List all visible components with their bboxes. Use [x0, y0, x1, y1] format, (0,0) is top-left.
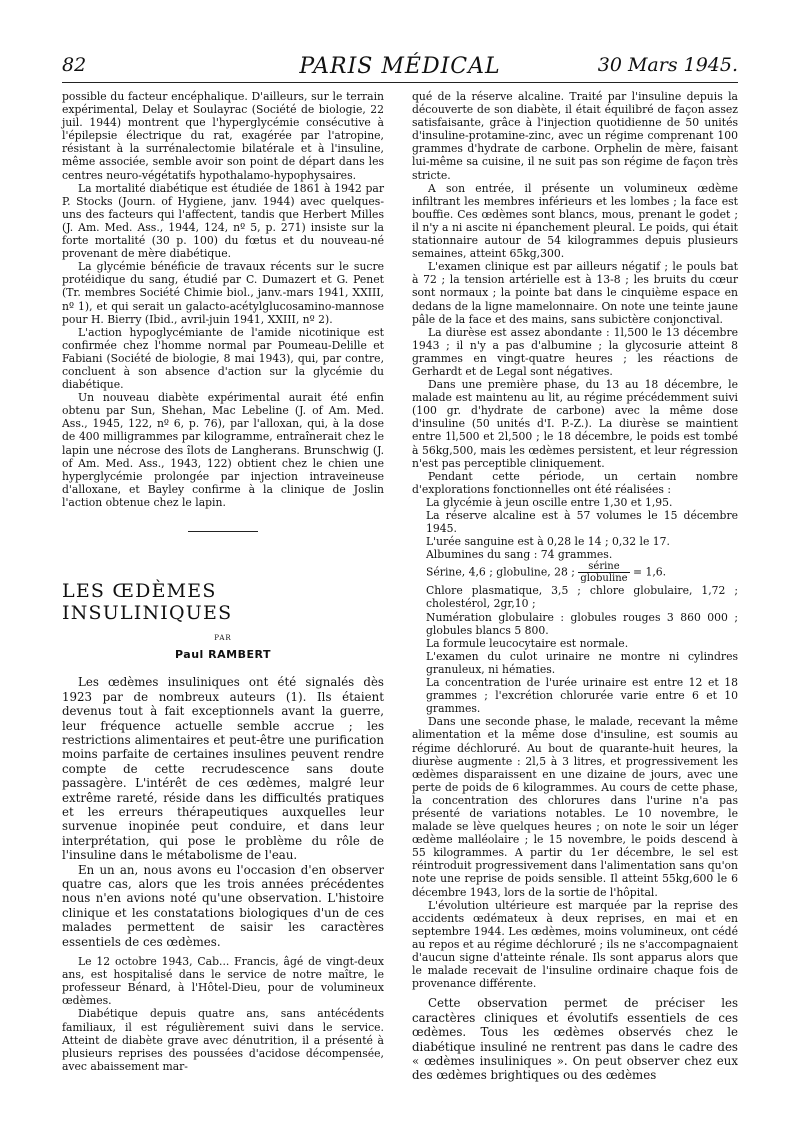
list-item: L'urée sanguine est à 0,28 le 14 ; 0,32 le 17. [426, 535, 670, 549]
paragraph: possible du facteur encéphalique. D'ailleurs, sur le terrain expérimental, Delay et Soulayrac (Société de biologie, 22 juil. 1944) montrent que l'hyperglycémie consécutive à l'épilepsie électrique du rat, exagérée par l'atropine, résistant à la surrénalectomie bilatérale et à l'insuline, même associée, semble avoir son point de départ dans les centres neuro-végétatifs hypothalamo-hypophysaires. [62, 90, 384, 182]
article-title: LES ŒDÈMES INSULINIQUES [62, 580, 233, 625]
page-header [62, 48, 738, 83]
paragraph: L'action hypoglycémiante de l'amide nicotinique est confirmée chez l'homme normal par Poumeau-Delille et Fabiani (Société de biologie, 8 mai 1943), qui, par contre, concluent à son absence d'action sur la glycémie du diabétique. [62, 325, 384, 392]
page-number: 82 [62, 54, 87, 76]
list-item: Chlore plasmatique, 3,5 ; chlore globulaire, 1,72 ; cholestérol, 2gr,10 ; [426, 584, 738, 611]
paragraph: Le 12 octobre 1943, Cab... Francis, âgé de vingt-deux ans, est hospitalisé dans le service de notre maître, le professeur Bénard, à l'Hôtel-Dieu, pour de volumineux œdèmes. [62, 955, 384, 1008]
ratio-line [412, 561, 738, 584]
list-item: La glycémie à jeun oscille entre 1,30 et 1,95. [426, 495, 673, 509]
paragraph: Pendant cette période, un certain nombre d'explorations fonctionnelles ont été réalisées : [412, 469, 738, 496]
issue-date: 30 Mars 1945. [597, 54, 738, 76]
fraction-numerator: sérine [578, 561, 629, 573]
list-item: L'examen du culot urinaire ne montre ni cylindres granuleux, ni hématies. [426, 649, 738, 676]
paragraph: Dans une première phase, du 13 au 18 décembre, le malade est maintenu au lit, au régime précédemment suivi (100 gr. d'hydrate de carbone) avec la même dose d'insuline (50 unités d'I. P.-Z.). La diurèse se maintient entre 1l,500 et 2l,500 ; le 18 décembre, le poids est tombé à 56kg,500, mais les œdèmes persistent, et leur régression n'est pas perceptible cliniquement. [412, 378, 738, 470]
paragraph: La diurèse est assez abondante : 1l,500 le 13 décembre 1943 ; il n'y a pas d'albumine ; la glycosurie atteint 8 grammes en vingt-quatre heures ; les réactions de Gerhardt et de Legal sont négatives. [412, 325, 738, 378]
paragraph: En un an, nous avons eu l'occasion d'en observer quatre cas, alors que les trois années précédentes nous n'en avions noté qu'une observation. L'histoire clinique et les constatations biologiques d'un de ces malades permettent de saisir les caractères essentiels de ces œdèmes. [62, 862, 384, 949]
list-item: La réserve alcaline est à 57 volumes le 15 décembre 1945. [426, 509, 738, 536]
paragraph: A son entrée, il présente un volumineux œdème infiltrant les membres inférieurs et les lombes ; la face est bouffie. Ces œdèmes sont blancs, mous, prenant le godet ; il n'y a ni ascite ni épanchement pleural. Le poids, qui était stationnaire autour de 54 kilogrammes depuis plusieurs semaines, atteint 65kg,300. [412, 181, 738, 261]
fraction-denominator: globuline [580, 573, 628, 585]
paragraph: Diabétique depuis quatre ans, sans antécédents familiaux, il est régulièrement suivi dans le service. Atteint de diabète grave avec dénutrition, il a présenté à plusieurs reprises des poussées d'acidose décompensée, avec abaissement mar- [62, 1007, 384, 1073]
paragraph: qué de la réserve alcaline. Traité par l'insuline depuis la découverte de son diabète, il était équilibré de façon assez satisfaisante, grâce à l'injection quotidienne de 50 unités d'insuline-protamine-zinc, avec un régime comprenant 100 grammes d'hydrate de carbone. Orphelin de mère, faisant lui-même sa cuisine, il ne suit pas son régime de façon très stricte. [412, 90, 738, 182]
paragraph: La glycémie bénéficie de travaux récents sur le sucre protéidique du sang, étudié par C. Dumazert et G. Penet (Tr. membres Société Chimie biol., janv.-mars 1941, XXIII, nº 1), et qui serait un galacto-acétylglucosamino-mannose pour H. Bierry (Ibid., avril-juin 1941, XXIII, nº 2). [62, 260, 384, 326]
ratio-fraction [578, 561, 629, 584]
ratio-prefix: Sérine, 4,6 ; globuline, 28 ; [426, 565, 575, 579]
journal-title: PARIS MÉDICAL [299, 54, 501, 79]
paragraph: Cette observation permet de préciser les caractères cliniques et évolutifs essentiels de ces œdèmes. Tous les œdèmes observés chez le diabétique insuliné ne rentrent pas dans le cadre des « œdèmes insuliniques ». On peut observer chez eux des œdèmes brightiques ou des œdèmes [412, 996, 738, 1083]
paragraph: Les œdèmes insuliniques ont été signalés dès 1923 par de nombreux auteurs (1). Ils étaient devenus tout à fait exceptionnels avant la guerre, leur fréquence actuelle semble accrue ; les restrictions alimentaires et peut-être une purification moins parfaite de certaines insulines peuvent rendre compte de cette recrudescence sans doute passagère. L'intérêt de ces œdèmes, malgré leur extrême rareté, réside dans les difficultés pratiques et les erreurs thérapeutiques auxquelles leur survenue inopinée peut conduire, et dans leur interprétation, qui pose le problème du rôle de l'insuline dans le métabolisme de l'eau. [62, 675, 384, 863]
paragraph: Dans une seconde phase, le malade, recevant la même alimentation et la même dose d'insuline, est soumis au régime déchloruré. Au bout de quarante-huit heures, la diurèse augmente : 2l,5 à 3 litres, et progressivement les œdèmes disparaissent en une dizaine de jours, avec une perte de poids de 6 kilogrammes. Au cours de cette phase, la concentration des chlorures dans l'urine n'a pas présenté de variations notables. Le 10 novembre, le malade se lève quelques heures ; on note le soir un léger œdème malléolaire ; le 15 novembre, le poids descend à 55 kilogrammes. A partir du 1er décembre, le sel est réintroduit progressivement dans l'alimentation sans qu'on note une reprise de poids sensible. Il atteint 55kg,600 le 6 décembre 1943, lors de la sortie de l'hôpital. [412, 715, 738, 899]
list-item: La formule leucocytaire est normale. [426, 636, 629, 650]
author-name: Paul RAMBERT [175, 648, 271, 662]
list-item: Albumines du sang : 74 grammes. [426, 548, 613, 562]
list-item: La concentration de l'urée urinaire est entre 12 et 18 grammes ; l'excrétion chlorurée varie entre 6 et 10 grammes. [426, 676, 738, 716]
ratio-result: = 1,6. [633, 565, 667, 579]
list-item: Numération globulaire : globules rouges 3 860 000 ; globules blancs 5 800. [426, 610, 738, 637]
paragraph: L'examen clinique est par ailleurs négatif ; le pouls bat à 72 ; la tension artérielle est à 13-8 ; les bruits du cœur sont normaux ; la pointe bat dans le cinquième espace en dedans de la ligne mamelonnaire. On note une teinte jaune pâle de la face et des mains, sans subictère conjonctival. [412, 260, 738, 326]
paragraph: La mortalité diabétique est étudiée de 1861 à 1942 par P. Stocks (Journ. of Hygiene, janv. 1944) avec quelques-uns des facteurs qui l'affectent, tandis que Herbert Milles (J. Am. Med. Ass., 1944, 124, nº 5, p. 271) insiste sur la forte mortalité (30 p. 100) du fœtus et du nouveau-né provenant de mère diabétique. [62, 181, 384, 261]
paragraph: L'évolution ultérieure est marquée par la reprise des accidents œdémateux à deux reprises, en mai et en septembre 1944. Les œdèmes, moins volumineux, ont cédé au repos et au régime déchloruré ; ils ne s'accompagnaient d'aucun signe d'atteinte rénale. Ils sont apparus alors que le malade recevait de l'insuline ordinaire chaque fois de provenance différente. [412, 898, 738, 991]
paragraph: Un nouveau diabète expérimental aurait été enfin obtenu par Sun, Shehan, Mac Lebeline (J. of Am. Med. Ass., 1945, 122, nº 6, p. 76), par l'alloxan, qui, à la dose de 400 milligrammes par kilogramme, entraînerait chez le lapin une nécrose des îlots de Langherans. Brunschwig (J. of Am. Med. Ass., 1943, 122) obtient chez le chien une hyperglycémie prolongée par injection intraveineuse d'alloxane, et Bayley confirme à la clinique de Joslin l'action obtenue chez le lapin. [62, 391, 384, 509]
lab-results [412, 496, 738, 715]
right-column [412, 90, 738, 1083]
byline-par: PAR [214, 634, 232, 643]
left-column [62, 90, 384, 1073]
section-divider [188, 531, 258, 532]
